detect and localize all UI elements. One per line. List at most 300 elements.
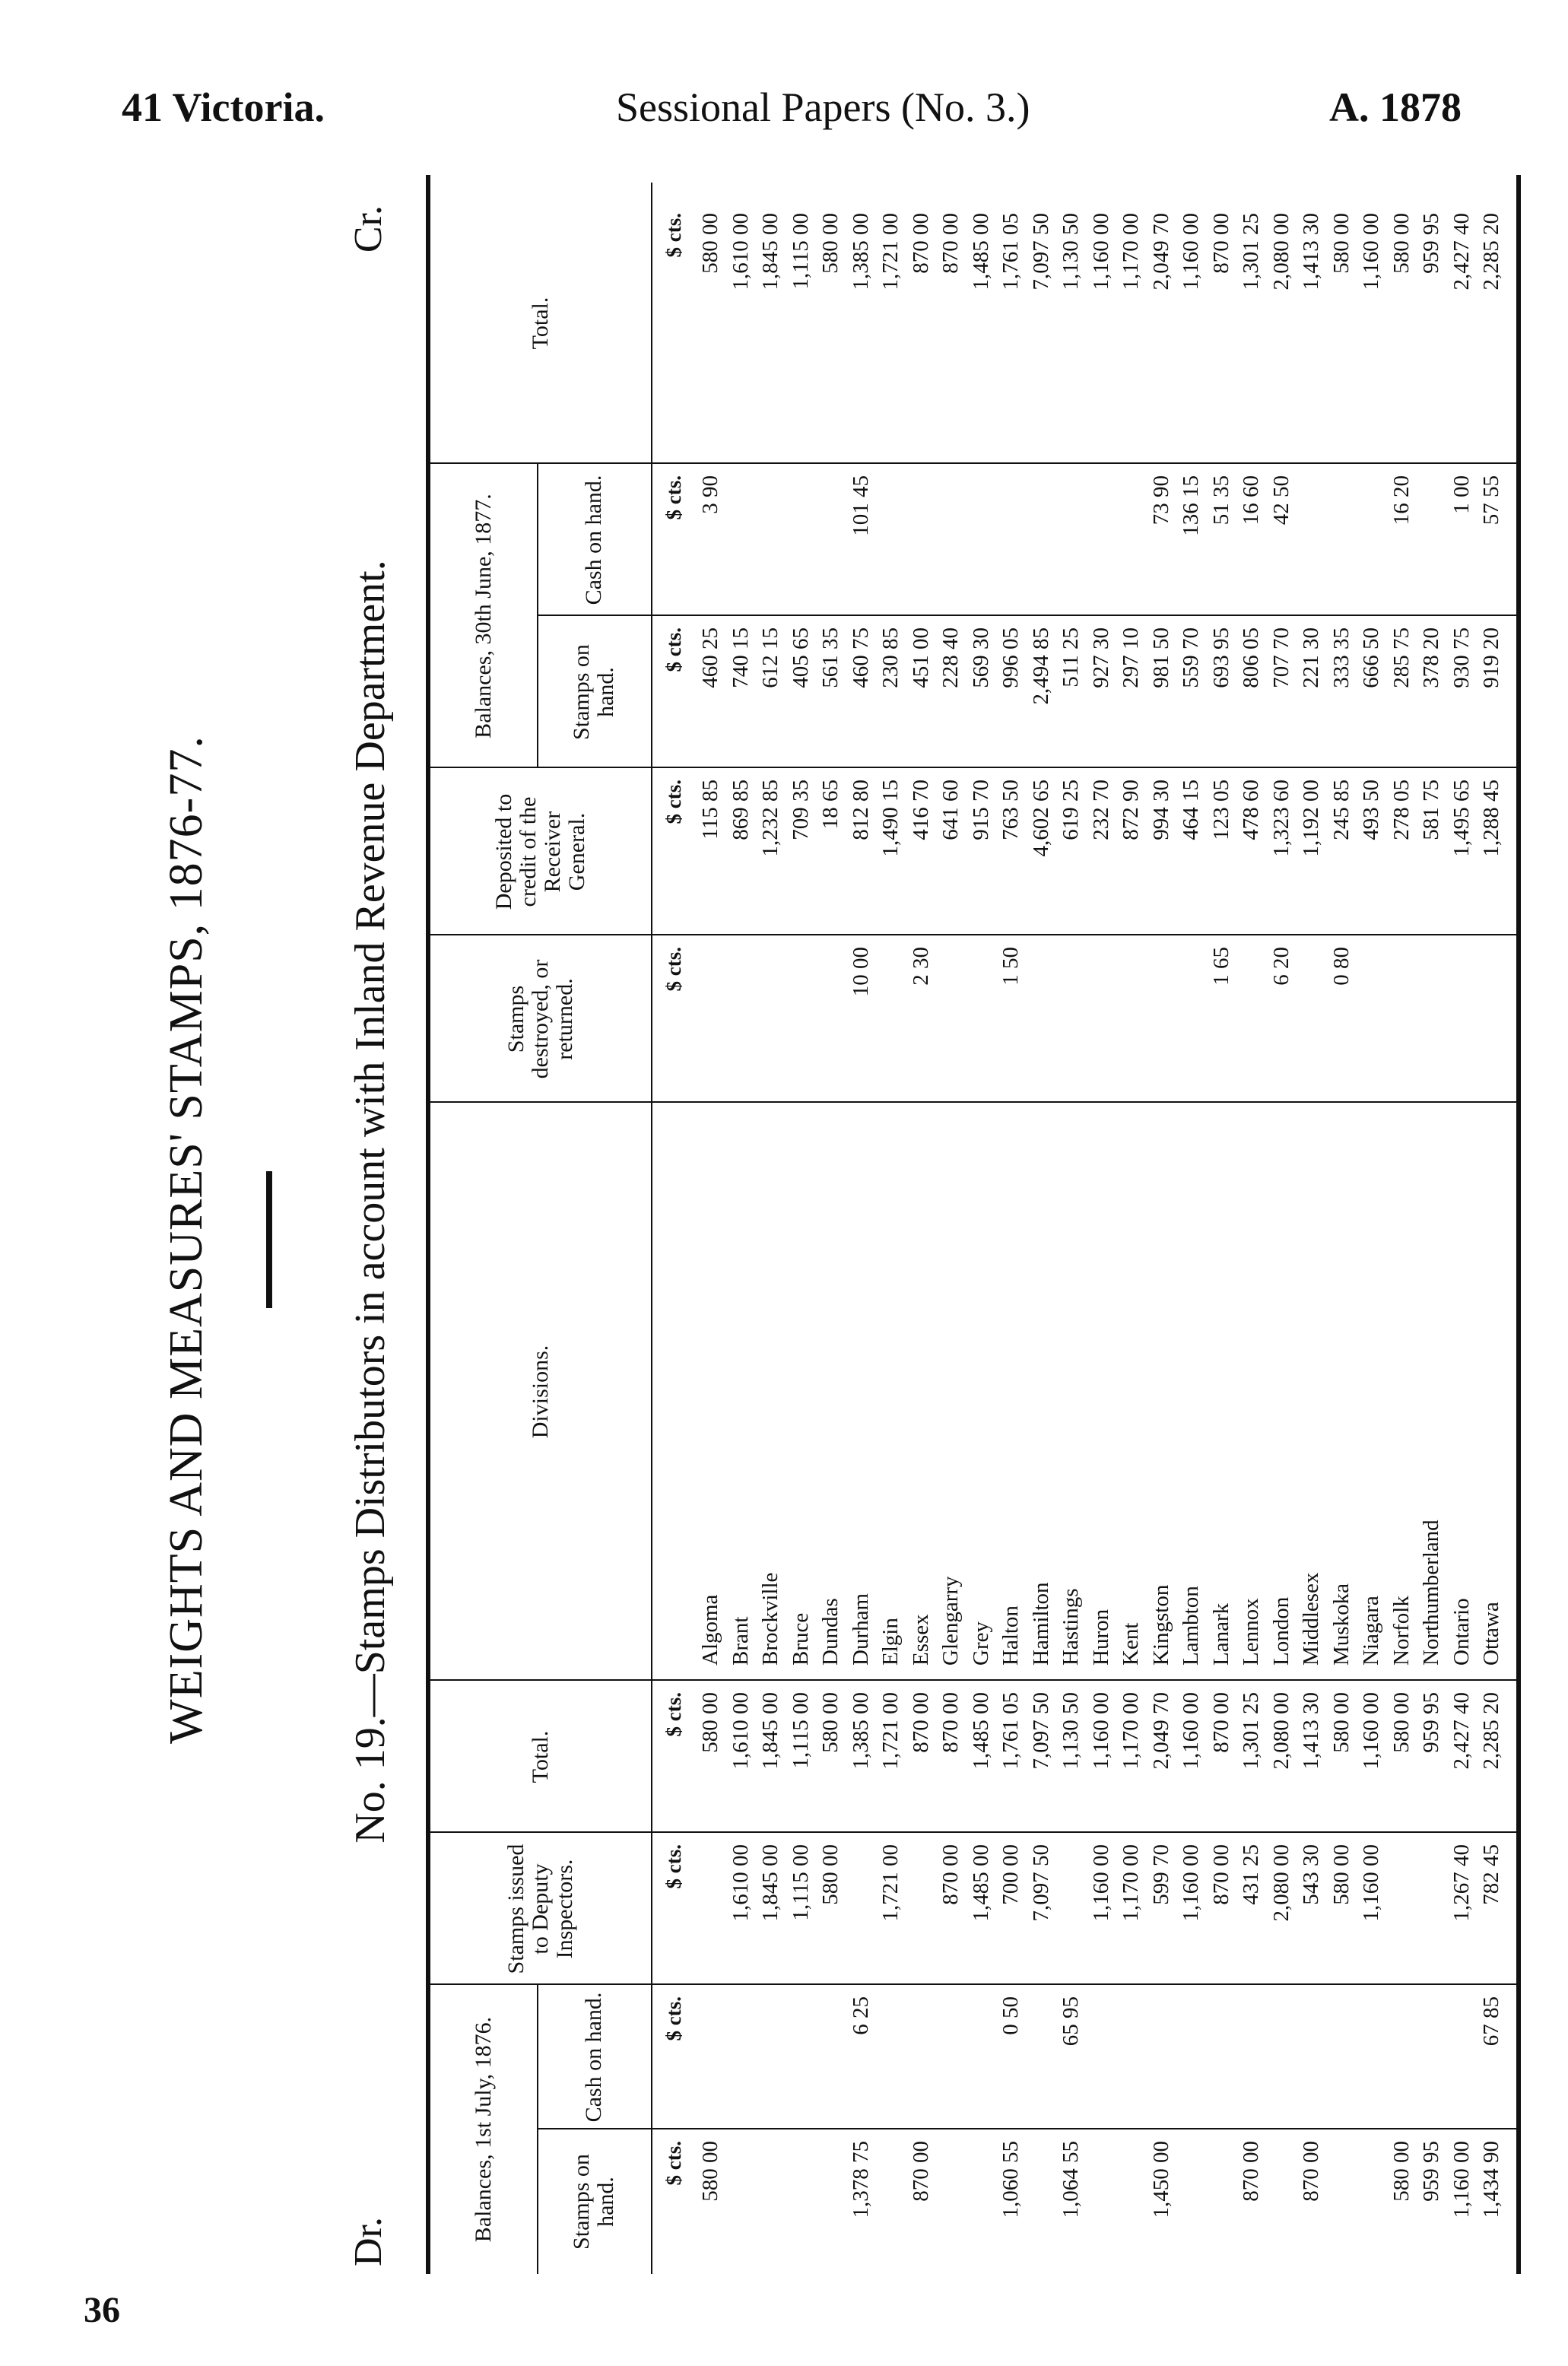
amount-cell [1357,1996,1385,2129]
amount-cell [1417,1844,1445,1985]
amount-cell: 580 00 [1389,2141,1414,2202]
amount-cell: 1,192 00 [1299,780,1323,857]
amount-cell: 464 15 [1179,780,1203,840]
amount-cell [1147,947,1175,1103]
amount-cell: 1,160 00 [1088,1692,1113,1770]
amount-cell [1117,2141,1144,2274]
amount-cell [1087,947,1115,1103]
amount-cell: 740 15 [728,627,753,688]
amount-cell: 580 00 [1328,1692,1354,1753]
amount-cell: 2,494 85 [1028,627,1053,705]
amount-cell: 581 75 [1419,780,1443,840]
amount-cell [967,475,995,616]
amount-cell [1297,475,1325,616]
amount-cell [1027,1996,1055,2129]
title-rule [266,1171,272,1308]
amount-cell [727,2141,754,2274]
page-title: WEIGHTS AND MEASURES' STAMPS, 1876-77. [160,735,212,1744]
amount-cell: 1,130 50 [1059,213,1083,291]
amount-cell: 543 30 [1299,1844,1323,1905]
amount-cell: 870 00 [1208,1844,1233,1905]
header-total-cr: Total. [528,297,553,350]
amount-cell: 559 70 [1179,627,1203,688]
amount-cell [1208,1996,1235,2129]
amount-cell: 1,490 15 [878,780,903,857]
amount-cell [697,1996,724,2129]
amount-cell: 285 75 [1389,627,1414,688]
amount-cell: 460 25 [698,627,722,688]
amount-cell [1328,1996,1355,2129]
amount-cell: 2,080 00 [1268,213,1293,291]
amount-cell: 1,160 00 [1359,1844,1383,1922]
amount-cell: 580 00 [818,1844,843,1905]
header-stamps-on-hand-1877: Stamps on hand. [569,644,618,740]
amount-cell [877,947,904,1103]
amount-cell: 7,097 50 [1028,1844,1053,1922]
amount-cell: 378 20 [1419,627,1443,688]
amount-cell: 1,485 00 [968,1692,993,1770]
amount-cell [757,1996,784,2129]
amount-cell [1177,1996,1205,2129]
division-name: Lambton [1179,1586,1203,1666]
rule [651,183,652,2274]
amount-cell: 1,610 00 [728,213,753,291]
amount-cell: 1,378 75 [848,2141,873,2218]
amount-cell: 57 55 [1479,475,1503,526]
amount-cell [727,1996,754,2129]
amount-cell: 763 50 [998,780,1023,840]
amount-cell: 641 60 [938,780,963,840]
amount-cell: 16 60 [1239,475,1263,526]
amount-cell: 6 20 [1268,947,1293,986]
amount-cell: 297 10 [1119,627,1143,688]
amount-cell [757,2141,784,2274]
amount-cell: 693 95 [1208,627,1233,688]
division-name: Bruce [788,1612,813,1666]
amount-cell [1057,475,1084,616]
amount-cell: 245 85 [1328,780,1354,840]
amount-cell: 16 20 [1389,475,1414,526]
amount-cell [1357,947,1385,1103]
amount-cell: 870 00 [908,1692,933,1753]
division-name: London [1268,1596,1293,1666]
amount-cell: 416 70 [908,780,933,840]
amount-cell: 580 00 [698,1692,722,1753]
unit-label: $ cts. [662,1844,685,1889]
division-name: Essex [908,1614,933,1666]
division-name: Glengarry [938,1576,963,1666]
amount-cell: 0 50 [998,1996,1023,2035]
amount-cell: 3 90 [698,475,722,514]
amount-cell [1478,947,1505,1103]
amount-cell [877,1996,904,2129]
amount-cell: 51 35 [1208,475,1233,526]
division-name: Grey [968,1621,993,1666]
division-name: Middlesex [1299,1572,1323,1666]
header-issued-deputy: Stamps issued to Deputy Inspectors. [503,1844,577,1974]
amount-cell [1297,1996,1325,2129]
amount-cell: 1,160 00 [1359,213,1383,291]
unit-label: $ cts. [662,1996,685,2041]
running-header-center: Sessional Papers (No. 3.) [616,84,1030,130]
amount-cell: 123 05 [1208,780,1233,840]
amount-cell: 451 00 [908,627,933,688]
amount-cell: 782 45 [1479,1844,1503,1905]
amount-cell [1208,2141,1235,2274]
amount-cell: 1 50 [998,947,1023,986]
amount-cell: 230 85 [878,627,903,688]
amount-cell [877,2141,904,2274]
running-header-right: A. 1878 [1329,84,1462,130]
running-header-left: 41 Victoria. [122,84,325,130]
amount-cell: 1,721 00 [878,1692,903,1770]
amount-cell: 869 85 [728,780,753,840]
amount-cell [967,947,995,1103]
division-name: Algoma [698,1594,722,1666]
amount-cell: 1,232 85 [758,780,782,857]
header-balances-1876: Balances, 1st July, 1876. [471,2016,496,2243]
amount-cell: 431 25 [1239,1844,1263,1905]
amount-cell: 1,288 45 [1479,780,1503,857]
header-total-dr: Total. [528,1730,553,1783]
amount-cell: 1,610 00 [728,1692,753,1770]
amount-cell: 1,170 00 [1119,213,1143,291]
amount-cell [817,947,844,1103]
amount-cell: 1,160 00 [1179,213,1203,291]
amount-cell: 405 65 [788,627,813,688]
amount-cell: 1,721 00 [878,213,903,291]
amount-cell: 67 85 [1479,1996,1503,2047]
amount-cell: 619 25 [1059,780,1083,840]
amount-cell: 994 30 [1148,780,1173,840]
amount-cell: 2,285 20 [1479,1692,1503,1770]
division-name: Durham [848,1593,873,1666]
amount-cell: 870 00 [938,1844,963,1905]
amount-cell [1177,2141,1205,2274]
amount-cell [817,475,844,616]
division-name: Hastings [1059,1588,1083,1666]
amount-cell: 1,267 40 [1449,1844,1474,1922]
amount-cell [1268,1996,1295,2129]
amount-cell [1448,947,1475,1103]
amount-cell: 580 00 [698,213,722,274]
amount-cell: 569 30 [968,627,993,688]
dr-label: Dr. [347,2217,390,2266]
amount-cell: 1,434 90 [1479,2141,1503,2218]
amount-cell: 580 00 [1328,1844,1354,1905]
page-number: 36 [84,2290,120,2330]
unit-label: $ cts. [662,475,685,520]
amount-cell [1268,2141,1295,2274]
amount-cell [1117,475,1144,616]
amount-cell [1328,2141,1355,2274]
rule [537,1985,538,2274]
division-name: Niagara [1359,1596,1383,1666]
amount-cell [1357,475,1385,616]
amount-cell [1417,1996,1445,2129]
amount-cell [1388,1844,1415,1985]
amount-cell [1297,947,1325,1103]
unit-label: $ cts. [662,213,685,258]
amount-cell [787,947,814,1103]
amount-cell: 1,115 00 [788,1844,813,1921]
header-destroyed: Stamps destroyed, or returned. [503,959,577,1079]
amount-cell: 870 00 [908,2141,933,2202]
amount-cell [1237,947,1265,1103]
amount-cell: 1,115 00 [788,213,813,290]
amount-cell: 221 30 [1299,627,1323,688]
amount-cell [1388,947,1415,1103]
amount-cell: 1,115 00 [788,1692,813,1769]
amount-cell: 6 25 [848,1996,873,2035]
amount-cell: 1,761 05 [998,1692,1023,1770]
amount-cell: 1,385 00 [848,1692,873,1770]
amount-cell [1057,947,1084,1103]
amount-cell: 580 00 [698,2141,722,2202]
amount-cell: 1,160 00 [1179,1844,1203,1922]
amount-cell: 101 45 [848,475,873,536]
amount-cell: 1,450 00 [1148,2141,1173,2218]
amount-cell [997,475,1024,616]
amount-cell [727,947,754,1103]
amount-cell: 612 15 [758,627,782,688]
amount-cell: 2,049 70 [1148,1692,1173,1770]
division-name: Brant [728,1616,753,1666]
amount-cell [1087,1996,1115,2129]
amount-cell: 1,721 00 [878,1844,903,1922]
amount-cell [1177,947,1205,1103]
amount-cell: 1,301 25 [1239,213,1263,291]
amount-cell: 870 00 [1208,213,1233,274]
amount-cell [787,1996,814,2129]
division-name: Kent [1119,1622,1143,1666]
amount-cell: 1,170 00 [1119,1692,1143,1770]
amount-cell: 460 75 [848,627,873,688]
amount-cell [937,2141,964,2274]
running-header [0,84,1568,160]
amount-cell: 2,080 00 [1268,1844,1293,1922]
header-divisions: Divisions. [528,1345,553,1439]
amount-cell: 1,845 00 [758,1692,782,1770]
amount-cell: 65 95 [1059,1996,1083,2047]
amount-cell: 2,285 20 [1479,213,1503,291]
amount-cell [817,2141,844,2274]
cr-label: Cr. [347,205,390,253]
accounts-table [426,175,1521,2274]
unit-label: $ cts. [662,1692,685,1737]
amount-cell [1328,475,1355,616]
unit-label: $ cts. [662,947,685,992]
amount-cell [1388,1996,1415,2129]
amount-cell: 1,064 55 [1059,2141,1083,2218]
division-name: Ottawa [1479,1602,1503,1666]
amount-cell: 228 40 [938,627,963,688]
amount-cell [1417,947,1445,1103]
division-name: Lanark [1208,1602,1233,1666]
amount-cell: 42 50 [1268,475,1293,526]
amount-cell [1237,1996,1265,2129]
amount-cell: 930 75 [1449,627,1474,688]
amount-cell: 580 00 [1389,1692,1414,1753]
amount-cell [907,1844,935,1985]
amount-cell: 2,427 40 [1449,1692,1474,1770]
amount-cell: 136 15 [1179,475,1203,536]
amount-cell [1147,1996,1175,2129]
unit-label: $ cts. [662,780,685,824]
amount-cell: 870 00 [1299,2141,1323,2202]
amount-cell [937,475,964,616]
amount-cell: 18 65 [818,780,843,830]
amount-cell [1417,475,1445,616]
amount-cell: 1,610 00 [728,1844,753,1922]
amount-cell: 872 90 [1119,780,1143,840]
amount-cell: 1,485 00 [968,1844,993,1922]
division-name: Brockville [758,1572,782,1666]
amount-cell [1117,947,1144,1103]
header-balances-1877: Balances, 30th June, 1877. [471,494,496,738]
header-stamps-on-hand: Stamps on hand. [569,2154,618,2250]
amount-cell: 333 35 [1328,627,1354,688]
amount-cell: 7,097 50 [1028,1692,1053,1770]
amount-cell: 2,080 00 [1268,1692,1293,1770]
amount-cell: 1,160 00 [1359,1692,1383,1770]
amount-cell: 959 95 [1419,2141,1443,2202]
amount-cell: 1,845 00 [758,213,782,291]
amount-cell: 870 00 [908,213,933,274]
division-name: Northumberland [1419,1520,1443,1666]
amount-cell: 561 35 [818,627,843,688]
amount-cell [967,2141,995,2274]
amount-cell [1087,475,1115,616]
amount-cell: 1 65 [1208,947,1233,986]
amount-cell: 707 70 [1268,627,1293,688]
division-name: Ontario [1449,1598,1474,1666]
amount-cell: 10 00 [848,947,873,997]
amount-cell: 2,049 70 [1148,213,1173,291]
division-name: Hamilton [1028,1582,1053,1666]
amount-cell: 959 95 [1419,213,1443,274]
amount-cell: 580 00 [1389,213,1414,274]
amount-cell: 919 20 [1479,627,1503,688]
amount-cell [877,475,904,616]
header-deposited: Deposited to credit of the Receiver General. [491,793,589,910]
amount-cell [937,1996,964,2129]
amount-cell: 959 95 [1419,1692,1443,1753]
rotated-table-page [160,175,1566,2304]
amount-cell: 1,413 30 [1299,213,1323,291]
division-name: Halton [998,1605,1023,1666]
amount-cell: 580 00 [818,1692,843,1753]
amount-cell: 700 00 [998,1844,1023,1905]
amount-cell: 511 25 [1059,627,1083,688]
amount-cell: 478 60 [1239,780,1263,840]
amount-cell: 1,323 60 [1268,780,1293,857]
amount-cell [1087,2141,1115,2274]
amount-cell: 278 05 [1389,780,1414,840]
division-name: Kingston [1148,1584,1173,1666]
amount-cell: 2 30 [908,947,933,986]
amount-cell: 232 70 [1088,780,1113,840]
division-name: Elgin [878,1618,903,1666]
amount-cell [1117,1996,1144,2129]
amount-cell [757,475,784,616]
amount-cell: 1,761 05 [998,213,1023,291]
rule [430,1679,1518,1681]
division-name: Lennox [1239,1598,1263,1666]
amount-cell: 1,413 30 [1299,1692,1323,1770]
table-subtitle: No. 19.—Stamps Distributors in account with Inland Revenue Department. [347,560,394,1844]
amount-cell: 7,097 50 [1028,213,1053,291]
amount-cell: 1,160 00 [1088,213,1113,291]
amount-cell [1057,1844,1084,1985]
amount-cell: 915 70 [968,780,993,840]
amount-cell: 870 00 [938,213,963,274]
amount-cell: 1,495 65 [1449,780,1474,857]
amount-cell: 870 00 [938,1692,963,1753]
amount-cell: 1,845 00 [758,1844,782,1922]
amount-cell: 1 00 [1449,475,1474,514]
amount-cell [847,1844,874,1985]
amount-cell: 666 50 [1359,627,1383,688]
amount-cell: 1,160 00 [1088,1844,1113,1922]
amount-cell: 2,427 40 [1449,213,1474,291]
unit-label: $ cts. [662,2141,685,2186]
amount-cell: 4,602 65 [1028,780,1053,857]
amount-cell [697,947,724,1103]
amount-cell: 115 85 [698,780,722,840]
amount-cell [1448,1996,1475,2129]
amount-cell: 1,130 50 [1059,1692,1083,1770]
amount-cell: 996 05 [998,627,1023,688]
amount-cell: 1,301 25 [1239,1692,1263,1770]
amount-cell: 927 30 [1088,627,1113,688]
division-name: Muskoka [1328,1583,1354,1666]
amount-cell: 1,060 55 [998,2141,1023,2218]
amount-cell [727,475,754,616]
amount-cell: 981 50 [1148,627,1173,688]
amount-cell: 1,385 00 [848,213,873,291]
amount-cell [787,475,814,616]
amount-cell: 812 80 [848,780,873,840]
amount-cell [787,2141,814,2274]
amount-cell [937,947,964,1103]
division-name: Norfolk [1389,1596,1414,1666]
amount-cell: 1,160 00 [1179,1692,1203,1770]
amount-cell [907,1996,935,2129]
amount-cell: 806 05 [1239,627,1263,688]
amount-cell [817,1996,844,2129]
amount-cell: 580 00 [1328,213,1354,274]
amount-cell [1027,2141,1055,2274]
division-name: Huron [1088,1609,1113,1666]
amount-cell: 1,170 00 [1119,1844,1143,1922]
amount-cell: 599 70 [1148,1844,1173,1905]
header-cash-on-hand: Cash on hand. [581,1992,606,2123]
amount-cell [967,1996,995,2129]
amount-cell [697,1844,724,1985]
amount-cell [1357,2141,1385,2274]
amount-cell: 1,160 00 [1449,2141,1474,2218]
division-name: Dundas [818,1598,843,1666]
amount-cell [1027,947,1055,1103]
amount-cell: 0 80 [1328,947,1354,986]
amount-cell: 580 00 [818,213,843,274]
amount-cell: 1,485 00 [968,213,993,291]
rule [537,464,538,768]
amount-cell: 870 00 [1239,2141,1263,2202]
amount-cell: 870 00 [1208,1692,1233,1753]
amount-cell [907,475,935,616]
